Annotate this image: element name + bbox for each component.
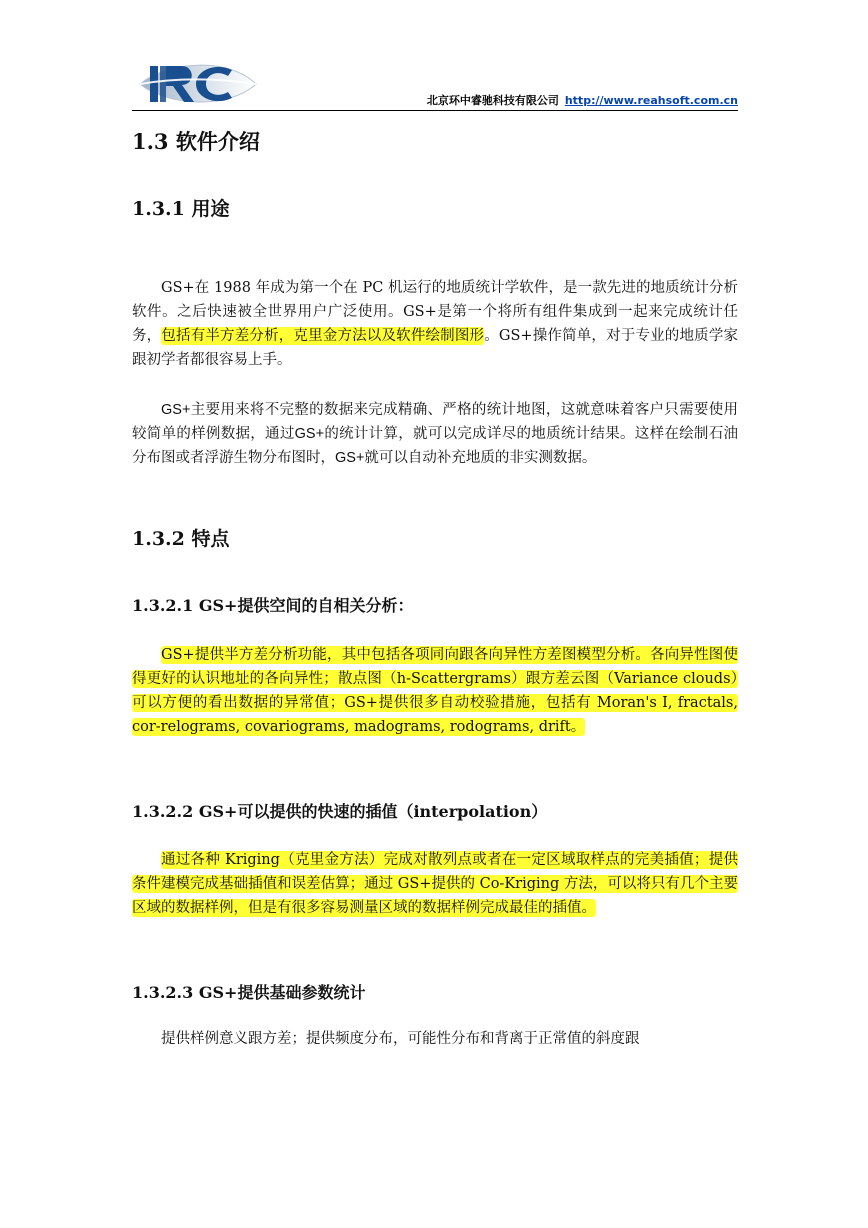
company-url-link[interactable]: http://www.reahsoft.com.cn bbox=[564, 94, 738, 107]
document-body bbox=[132, 118, 738, 1051]
highlighted-text: 包括有半方差分析，克里金方法以及软件绘制图形 bbox=[161, 328, 485, 344]
paragraph-text: GS+在 1988 年成为第一个在 PC 机运行的地质统计学软件，是一款先进的地质统计分析软件。之后快速被全世界用户广泛使用。GS+是第一个将所有组件集成到一起来完成统计任务， bbox=[132, 280, 738, 344]
highlighted-text: 通过各种 Kriging（克里金方法）完成对散列点或者在一定区域取样点的完美插值；提供条件建模完成基础插值和误差估算；通过 GS+提供的 Co-Kriging 方法，可以将只有几个主要区域的数据样例，但是有很多容易测量区域的数据样例完成最佳的插值。 bbox=[132, 852, 738, 916]
paragraph-interpolation bbox=[132, 848, 738, 920]
paragraph-usage-2: GS+主要用来将不完整的数据来完成精确、严格的统计地图，这就意味着客户只需要使用较简单的样例数据，通过GS+的统计计算，就可以完成详尽的地质统计结果。这样在绘制石油分布图或者浮游生物分布图时，GS+就可以自动补充地质的非实测数据。 bbox=[132, 402, 738, 466]
company-name: 北京环中睿驰科技有限公司 bbox=[426, 94, 559, 107]
section-heading-1-3: 1.3 软件介绍 bbox=[132, 129, 260, 154]
section-heading-1-3-2-3: 1.3.2.3 GS+提供基础参数统计 bbox=[132, 983, 366, 1002]
paragraph-autocorrelation bbox=[132, 643, 738, 739]
highlighted-text: GS+提供半方差分析功能，其中包括各项同向跟各向异性方差图模型分析。各向异性图使得更好的认识地址的各向异性；散点图（h-Scattergrams）跟方差云图（Variance clouds）可以方便的看出数据的异常值；GS+提供很多自动校验措施，包括有 Moran's I, fractals, cor-relograms, covariograms, madograms, rodograms, drift。 bbox=[132, 647, 738, 735]
paragraph-text: 。GS+操作简单，对于专业的地质学家跟初学者都很容易上手。 bbox=[132, 328, 739, 368]
header-divider bbox=[132, 110, 738, 111]
section-heading-1-3-2-1: 1.3.2.1 GS+提供空间的自相关分析： bbox=[132, 596, 414, 615]
section-heading-1-3-2-2: 1.3.2.2 GS+可以提供的快速的插值（interpolation） bbox=[132, 802, 548, 821]
page-header bbox=[427, 92, 738, 108]
paragraph-usage-1 bbox=[132, 276, 738, 372]
section-heading-1-3-1: 1.3.1 用途 bbox=[132, 198, 230, 220]
paragraph-statistics: 提供样例意义跟方差；提供频度分布，可能性分布和背离于正常值的斜度跟 bbox=[161, 1031, 640, 1047]
section-heading-1-3-2: 1.3.2 特点 bbox=[132, 528, 230, 550]
company-logo bbox=[136, 60, 258, 108]
